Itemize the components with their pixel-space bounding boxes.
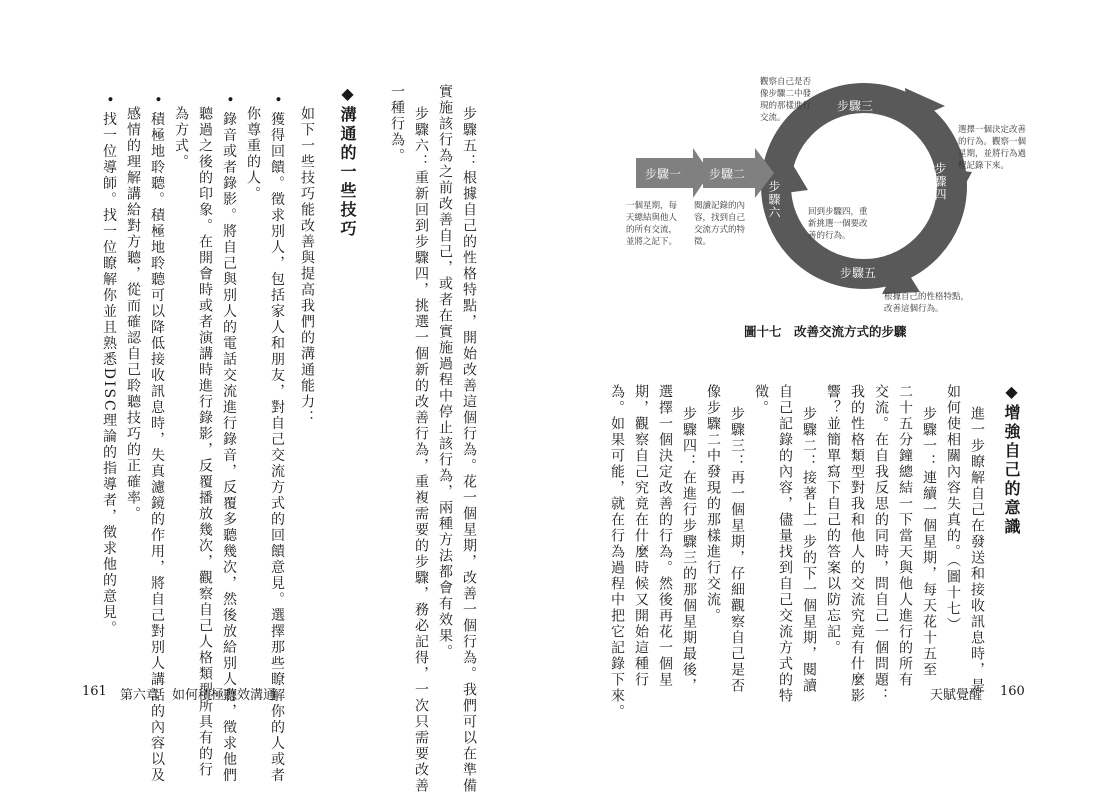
right-running-title: 天賦覺醒 xyxy=(930,688,983,703)
left-col-4: 一種行為。 xyxy=(389,84,405,164)
right-col-2: 如何使相關內容失真的。（圖十七） xyxy=(945,384,961,633)
note-step4: 選擇一個決定改善 的行為。觀察一個 星期，並將行為過 程記錄下來。 xyxy=(958,125,1027,171)
right-col-12: 像步驟二中發現的那樣進行交流。 xyxy=(705,384,721,624)
step6-label: 步驟六 xyxy=(767,180,781,219)
right-col-15: 期，觀察自己究竟在什麼時候又開始這種行 xyxy=(633,384,649,688)
right-col-1: 進一步瞭解自己在發送和接收訊息時，是 xyxy=(969,406,985,694)
right-col-4: 二十五分鐘總結一下當天與他人進行的所有 xyxy=(897,384,913,688)
left-col-2: 實施該行為之前改善自己，或者在實施過程中停止該行為，兩種方法都會有效果。 xyxy=(437,84,453,660)
left-bullet-record-2: 聽過之後的印象。在開會時或者演講時進行錄影，反覆播放幾次，觀察自己人格類型所具有的行 xyxy=(197,106,213,778)
right-col-3: 步驟一：連續一個星期，每天花十五至 xyxy=(921,406,937,678)
section-heading-awareness: ◆增強自己的意識 xyxy=(1002,382,1021,537)
right-col-13: 步驟四：在進行步驟三的那個星期最後， xyxy=(681,406,697,694)
left-col-3: 步驟六：重新回到步驟四，挑選一個新的改善行為，重複需要的步驟，務必記得，一次只需要改善 xyxy=(413,106,429,794)
step3-label: 步驟三 xyxy=(836,99,874,113)
note-step6: 回到步驟四，重 新挑選一個要改 善的行為。 xyxy=(808,207,868,241)
step2-label: 步驟二 xyxy=(708,167,746,181)
right-col-16: 為。如果可能，就在行為過程中把它記錄下來。 xyxy=(609,384,625,720)
left-col-intro: 如下一些技巧能改善與提高我們的溝通能力： xyxy=(299,106,315,426)
left-bullet-mentor: • 找一位導師。找一位瞭解你並且熟悉DISC理論的指導者，徵求他的意見。 xyxy=(101,95,117,637)
step1-label: 步驟一 xyxy=(644,167,682,181)
note-step5: 根據自己的性格特點， 改善這個行為。 xyxy=(884,292,970,314)
note-step1: 一個星期，每 天總結與他人 的所有交流， 並將之記下。 xyxy=(626,201,678,247)
left-running-title: 第六章 如何積極有效溝通 xyxy=(120,688,277,703)
note-step3: 觀察自己是否 像步驟二中發 現的那樣進行 交流。 xyxy=(760,77,812,123)
left-bullet-feedback-1: • 獲得回饋。徵求別人，包括家人和朋友，對自己交流方式的回饋意見。選擇那些瞭解你的人或者 xyxy=(269,95,285,784)
left-bullet-record-3: 為方式。 xyxy=(173,106,189,170)
left-bullet-listen-1: • 積極地聆聽。積極地聆聽可以降低接收訊息時，失真濾鏡的作用，將自己對別人講話的內容以及 xyxy=(149,95,165,784)
left-bullet-listen-2: 感情的理解講給對方聽，從而確認自己聆聽技巧的正確率。 xyxy=(125,106,141,522)
note-step2: 閱讀記錄的內 容，找到自己 交流方式的特 徵。 xyxy=(694,201,746,247)
right-page-number: 160 xyxy=(1000,684,1025,699)
right-col-14: 選擇一個決定改善的行為。然後再花一個星 xyxy=(657,384,673,688)
left-bullet-record-1: • 錄音或者錄影。將自己與別人的電話交流進行錄音，反覆多聽幾次，然後放給別人聽，徵求他們 xyxy=(221,95,237,784)
left-page-number: 161 xyxy=(82,684,107,699)
left-col-1: 步驟五：根據自己的性格特點，開始改善這個行為。花一個星期，改善一個行為。我們可以在準備 xyxy=(461,106,477,794)
step5-label: 步驟五 xyxy=(839,266,877,280)
right-col-8: 步驟二：接著上一步的下一個星期，閱讀 xyxy=(801,406,817,694)
step4-label: 步驟四 xyxy=(933,162,947,201)
section-heading-communication-tips: ◆溝通的一些技巧 xyxy=(338,84,357,239)
right-col-5: 交流。在自我反思的同時，問自己一個問題： xyxy=(873,384,889,704)
right-col-11: 步驟三：再一個星期，仔細觀察自己是否 xyxy=(729,406,745,694)
right-col-10: 徵。 xyxy=(753,384,769,416)
figure-caption: 圖十七 改善交流方式的步驟 xyxy=(744,324,907,339)
right-col-6: 我的性格類型對我和他人的交流究竟有什麼影 xyxy=(849,384,865,704)
right-col-9: 自己記錄的內容，儘量找到自己交流方式的特 xyxy=(777,384,793,704)
right-col-7: 響？並簡單寫下自己的答案以防忘記。 xyxy=(825,384,841,656)
left-bullet-feedback-2: 你尊重的人。 xyxy=(245,106,261,202)
